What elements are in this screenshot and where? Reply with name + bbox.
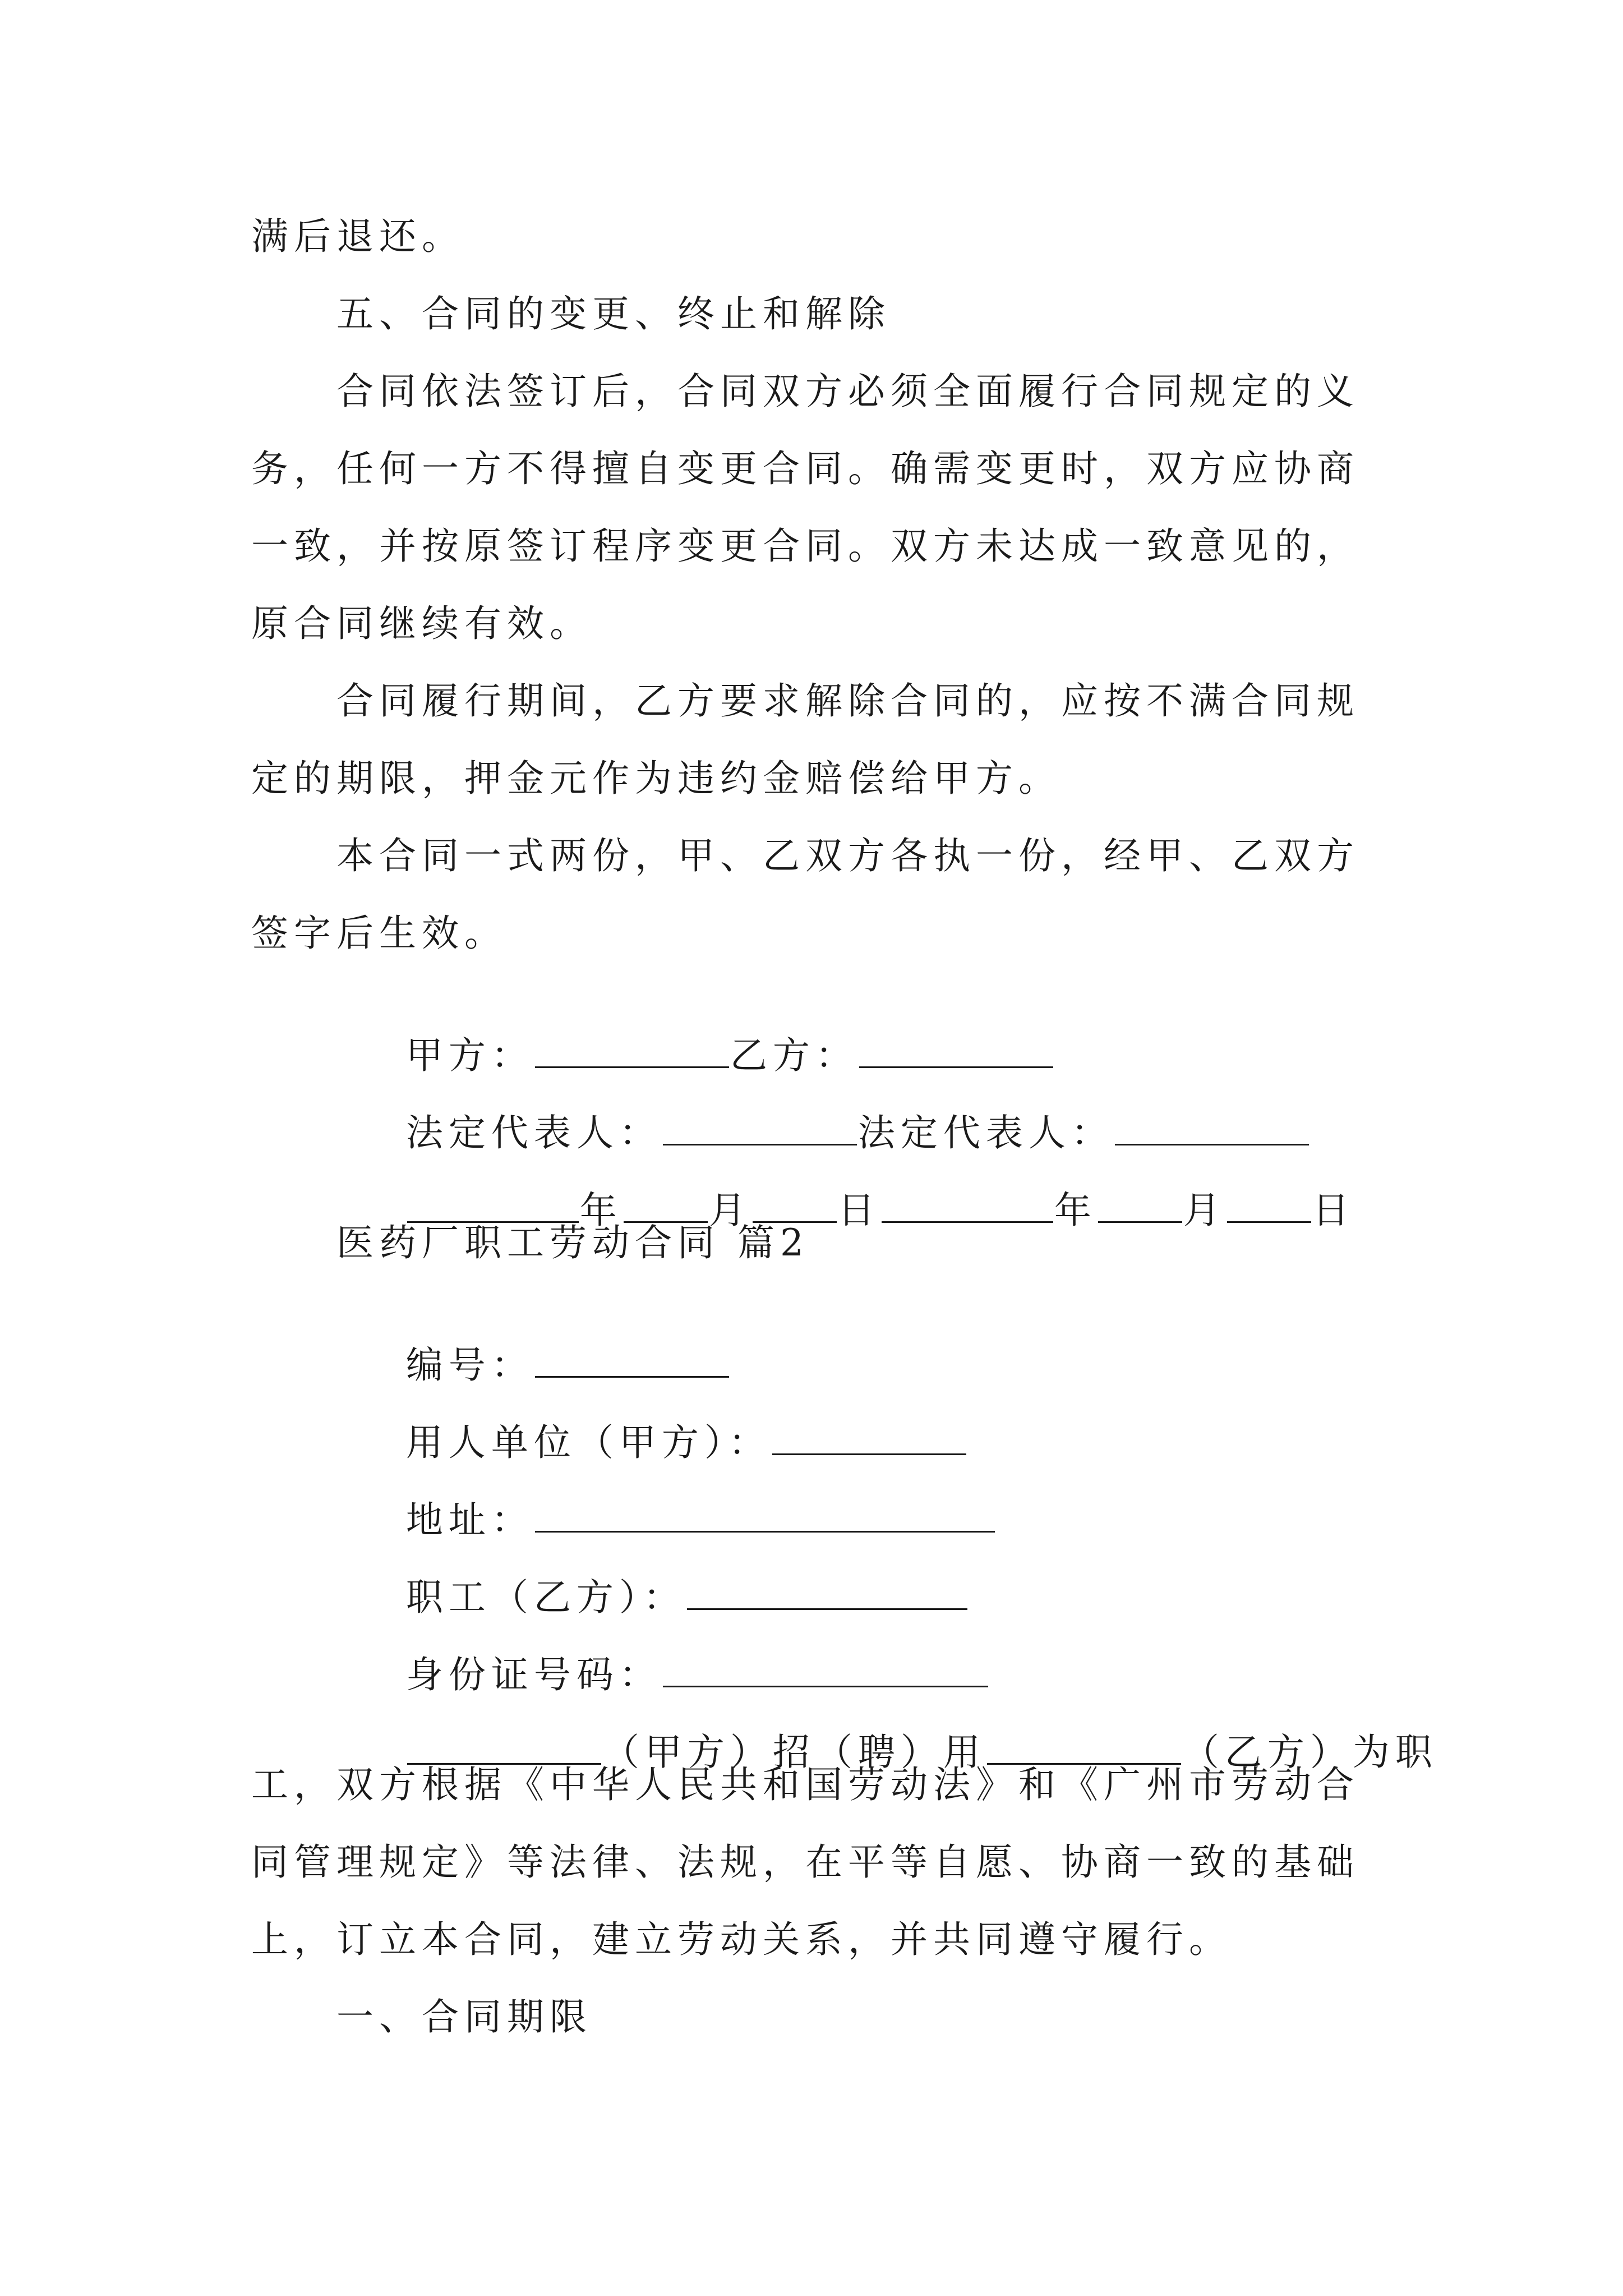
party-a-blank[interactable] — [535, 1034, 729, 1068]
rep-a-blank[interactable] — [663, 1111, 857, 1145]
paragraph-text: 原合同继续有效。 — [251, 602, 592, 645]
rep-b-label: 法定代表人： — [857, 1111, 1114, 1154]
employer-name-blank[interactable] — [407, 1731, 601, 1765]
employee-label: 职工（乙方）： — [405, 1576, 686, 1619]
employee-name-blank[interactable] — [987, 1731, 1181, 1765]
employer-label: 用人单位（甲方）： — [405, 1421, 771, 1464]
month-label: 月 — [708, 1189, 751, 1232]
month-b-blank[interactable] — [1098, 1189, 1182, 1223]
paragraph-text: 满后退还。 — [251, 215, 464, 258]
year-b-blank[interactable] — [882, 1189, 1053, 1223]
section-heading: 五、合同的变更、终止和解除 — [336, 292, 891, 335]
address-label: 地址： — [405, 1498, 534, 1542]
id-number-blank[interactable] — [663, 1653, 988, 1687]
year-a-blank[interactable] — [407, 1189, 579, 1223]
year-label: 年 — [1054, 1189, 1097, 1232]
hire-text-a: （甲方）招（聘）用 — [602, 1731, 986, 1774]
paragraph-text: 同管理规定》等法律、法规，在平等自愿、协商一致的基础 — [251, 1841, 1359, 1884]
hire-text-b: （乙方）为职 — [1182, 1731, 1438, 1774]
paragraph-text: 合同履行期间，乙方要求解除合同的，应按不满合同规 — [336, 679, 1359, 723]
day-label: 日 — [837, 1189, 880, 1232]
paragraph-text: 上，订立本合同，建立劳动关系，并共同遵守履行。 — [251, 1918, 1232, 1961]
day-label: 日 — [1312, 1189, 1355, 1232]
paragraph-text: 本合同一式两份，甲、乙双方各执一份，经甲、乙双方 — [336, 834, 1359, 877]
number-blank[interactable] — [535, 1343, 729, 1378]
employee-blank[interactable] — [687, 1576, 967, 1610]
paragraph-text: 务，任何一方不得擅自变更合同。确需变更时，双方应协商 — [251, 447, 1359, 490]
month-label: 月 — [1183, 1189, 1226, 1232]
party-a-label: 甲方： — [405, 1034, 534, 1077]
day-a-blank[interactable] — [753, 1189, 837, 1223]
month-a-blank[interactable] — [624, 1189, 708, 1223]
party-b-label: 乙方： — [730, 1034, 858, 1077]
number-label: 编号： — [405, 1343, 534, 1387]
section-heading: 一、合同期限 — [336, 1995, 592, 2039]
rep-b-blank[interactable] — [1115, 1111, 1309, 1145]
paragraph-text: 一致，并按原签订程序变更合同。双方未达成一致意见的， — [251, 524, 1359, 568]
id-number-label: 身份证号码： — [405, 1653, 662, 1696]
paragraph-text: 合同依法签订后，合同双方必须全面履行合同规定的义 — [336, 370, 1359, 413]
day-b-blank[interactable] — [1227, 1189, 1311, 1223]
year-label: 年 — [579, 1189, 623, 1232]
paragraph-text: 定的期限，押金元作为违约金赔偿给甲方。 — [251, 757, 1061, 800]
document-title: 医药厂职工劳动合同 篇2 — [336, 1221, 809, 1264]
rep-a-label: 法定代表人： — [405, 1111, 662, 1154]
party-b-blank[interactable] — [859, 1034, 1053, 1068]
paragraph-text: 工，双方根据《中华人民共和国劳动法》和《广州市劳动合 — [251, 1763, 1359, 1806]
address-blank[interactable] — [535, 1498, 995, 1533]
employer-blank[interactable] — [772, 1421, 966, 1455]
paragraph-text: 签字后生效。 — [251, 912, 507, 955]
